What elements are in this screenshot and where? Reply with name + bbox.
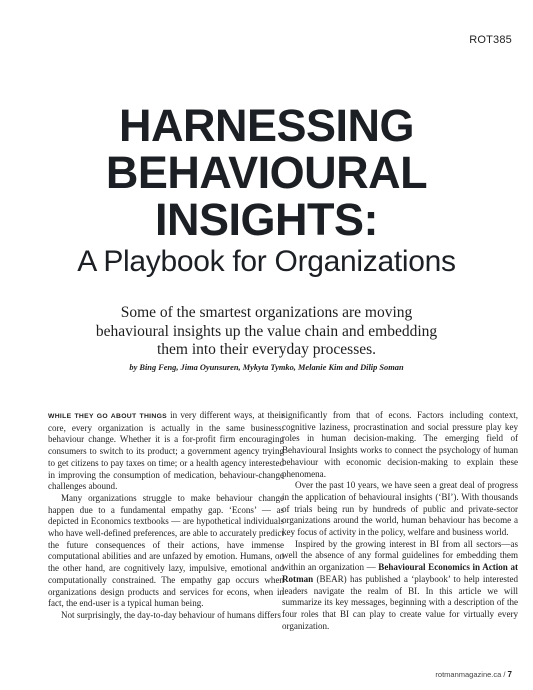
byline: by Bing Feng, Jima Oyunsuren, Mykyta Tymko, Melanie Kim and Dilip Soman <box>129 363 404 372</box>
dek-line-1: Some of the smartest organizations are moving <box>120 304 413 321</box>
paragraph-text: (BEAR) has published a ‘playbook’ to help interested leaders navigate the realm of BI. In this article we will summarize its key messages, beginning with a description of the four roles that BI can play to create value for virtually every organization. <box>282 573 518 631</box>
page-footer <box>435 670 512 679</box>
paragraph-text: in very different ways, at their core, every organization is actually in the same business: behaviour change. Whether it is a for-profit firm encouraging consumers to switch to its product; a government agency trying to get citizens to pay taxes on time; or a health agency interested in improving the consumption of medication, behaviour-change challenges abound. <box>48 410 284 492</box>
paragraph: Over the past 10 years, we have seen a great deal of progress in the application of behavioural insights (‘BI’). With thousands of trials being run by hundreds of public and private-sector organizations around the world, human behaviour has become a key focus of activity in the policy, welfare and business world. <box>282 480 518 538</box>
paragraph: significantly from that of econs. Factors including context, cognitive laziness, procrastination and social pressure play key roles in human decision-making. The emerging field of Behavioural Insights works to connect the psychology of human behaviour with economic decision-making to explain these phenomena. <box>282 410 518 479</box>
title-line-1: HARNESSING <box>118 100 415 151</box>
body-column-right <box>282 410 518 632</box>
paragraph: Not surprisingly, the day-to-day behaviour of humans differs <box>61 609 281 620</box>
paragraph: Many organizations struggle to make behaviour change happen due to a fundamental empathy gap. ‘Econs’ — as depicted in Economics textbooks — are hypothetical individuals who have well-defined preferences, are able to accurately predict the future consequences of their actions, have immense computational abilities and are unfazed by emotion. Humans, on the other hand, are cognitively lazy, impulsive, emotional and computationally constrained. The empathy gap occurs when organizations design products and services for econs, when in fact, the end-user is a typical human being. <box>48 492 284 609</box>
footer-site: rotmanmagazine.ca / <box>435 670 508 679</box>
page-number: 7 <box>507 670 512 679</box>
body-column-left <box>48 410 284 622</box>
paragraph <box>48 410 284 493</box>
title-line-3: INSIGHTS: <box>154 194 378 245</box>
article-title <box>0 102 533 243</box>
lead-in: WHILE THEY GO ABOUT THINGS <box>48 413 167 420</box>
dek-line-2: behavioural insights up the value chain and embedding <box>95 322 438 340</box>
bold-organization-name: Behavioural Economics in Action at Rotman <box>282 562 518 584</box>
dek-line-3: them into their everyday processes. <box>156 341 377 358</box>
article-dek <box>60 304 473 360</box>
article-subtitle: A Playbook for Organizations <box>77 245 456 278</box>
paragraph <box>282 539 518 633</box>
title-line-2: BEHAVIOURAL <box>105 147 428 198</box>
article-code: ROT385 <box>469 34 512 46</box>
paragraph-text: Inspired by the growing interest in BI from all sectors—as well the absence of any formal guidelines for embedding them within an organization — <box>282 538 518 573</box>
